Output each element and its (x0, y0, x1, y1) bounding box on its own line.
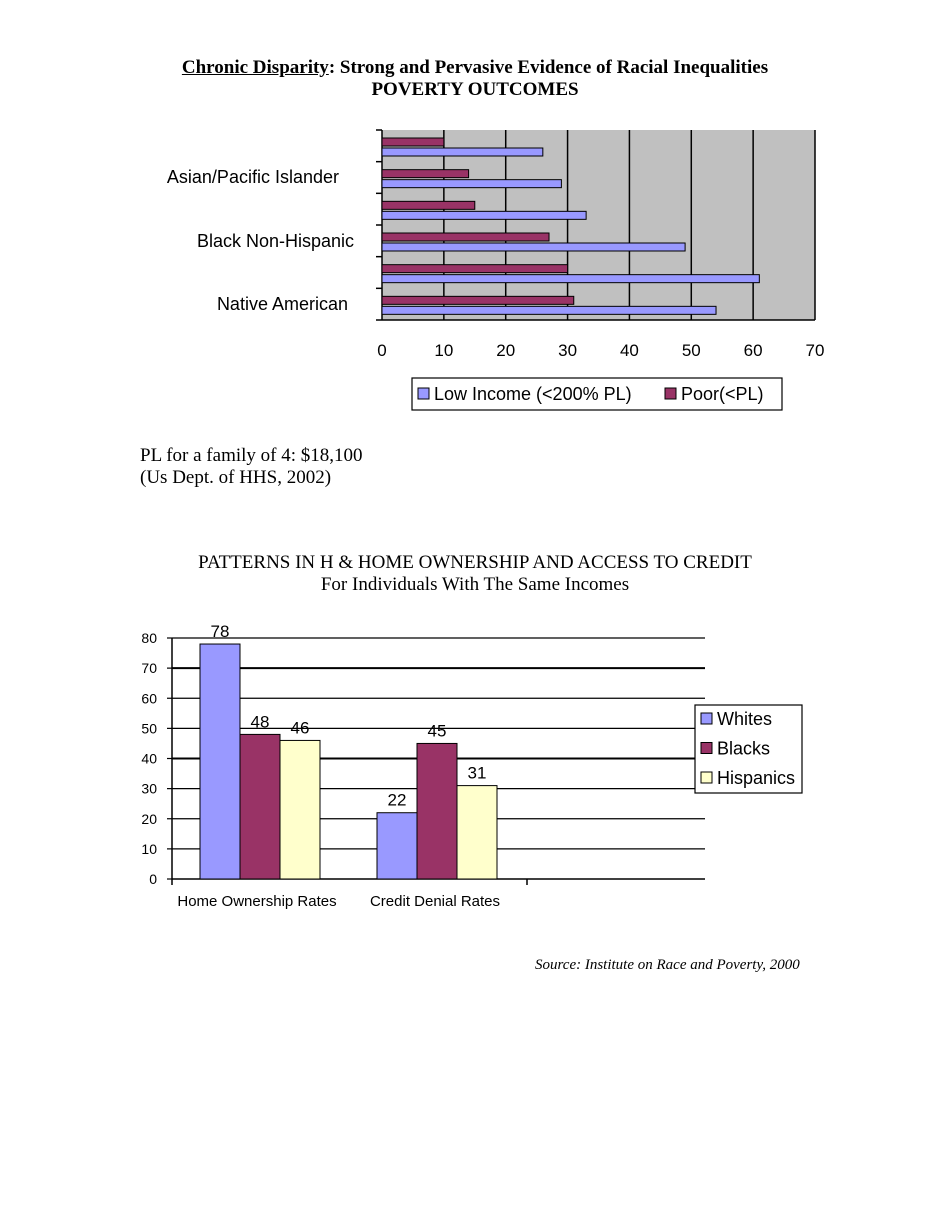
y-tick-label: 20 (141, 810, 157, 827)
category-label: Asian/Pacific Islander (166, 167, 339, 187)
y-tick-label: 70 (141, 660, 157, 677)
category-label: Native American (216, 294, 348, 314)
data-label-whites: 22 (387, 790, 407, 810)
x-tick-label: 70 (805, 341, 825, 360)
note-line-2: (Us Dept. of HHS, 2002) (140, 467, 332, 488)
x-tick-label: 0 (377, 341, 387, 360)
y-tick-label: 50 (141, 720, 157, 737)
y-tick-label: 80 (141, 630, 157, 646)
legend-label-low-income: Low Income (<200% PL) (434, 384, 632, 404)
data-label-blacks: 45 (427, 721, 447, 741)
legend-label-hispanics: Hispanics (717, 768, 796, 788)
y-tick-label: 40 (141, 750, 157, 767)
y-tick-label: 0 (149, 871, 157, 887)
data-label-hispanics: 31 (467, 763, 487, 783)
chart2-title-line-1: PATTERNS IN H & HOME OWNERSHIP AND ACCESS TO CREDIT (198, 552, 752, 573)
y-tick-label: 60 (141, 690, 157, 707)
title-rest: : Strong and Pervasive Evidence of Racial Inequalities (328, 57, 769, 78)
chart1-subtitle: POVERTY OUTCOMES (371, 79, 579, 100)
legend-label-poor: Poor(<PL) (681, 384, 764, 404)
data-label-hispanics: 46 (290, 718, 310, 738)
chart2-title-line-2: For Individuals With The Same Incomes (320, 574, 630, 595)
category-label: Black Non-Hispanic (196, 231, 354, 251)
bar-hispanics (457, 786, 497, 879)
bar-whites (377, 813, 417, 879)
x-tick-label: 20 (496, 341, 516, 360)
x-tick-label: 10 (434, 341, 454, 360)
bar-blacks (417, 743, 457, 879)
bar-whites (200, 644, 240, 879)
bar-blacks (240, 734, 280, 879)
legend-label-whites: Whites (717, 709, 773, 729)
y-tick-label: 30 (141, 780, 157, 797)
x-category-label: Home Ownership Rates (177, 893, 337, 910)
legend-swatch-blacks (701, 743, 712, 754)
data-label-blacks: 48 (250, 712, 270, 732)
x-tick-label: 30 (558, 341, 578, 360)
x-tick-label: 40 (619, 341, 639, 360)
x-tick-label: 60 (743, 341, 763, 360)
title-underlined: Chronic Disparity (181, 57, 329, 78)
x-category-label: Credit Denial Rates (369, 893, 501, 910)
data-label-whites: 78 (210, 622, 230, 642)
source-citation: Source: Institute on Race and Poverty, 2000 (535, 957, 800, 973)
bar-hispanics (280, 740, 320, 879)
legend-label-blacks: Blacks (717, 738, 771, 759)
note-line-1: PL for a family of 4: $18,100 (140, 445, 363, 466)
y-tick-label: 10 (141, 840, 157, 857)
x-tick-label: 50 (681, 341, 701, 360)
legend-swatch-whites (701, 713, 712, 724)
legend-swatch-hispanics (701, 772, 712, 783)
